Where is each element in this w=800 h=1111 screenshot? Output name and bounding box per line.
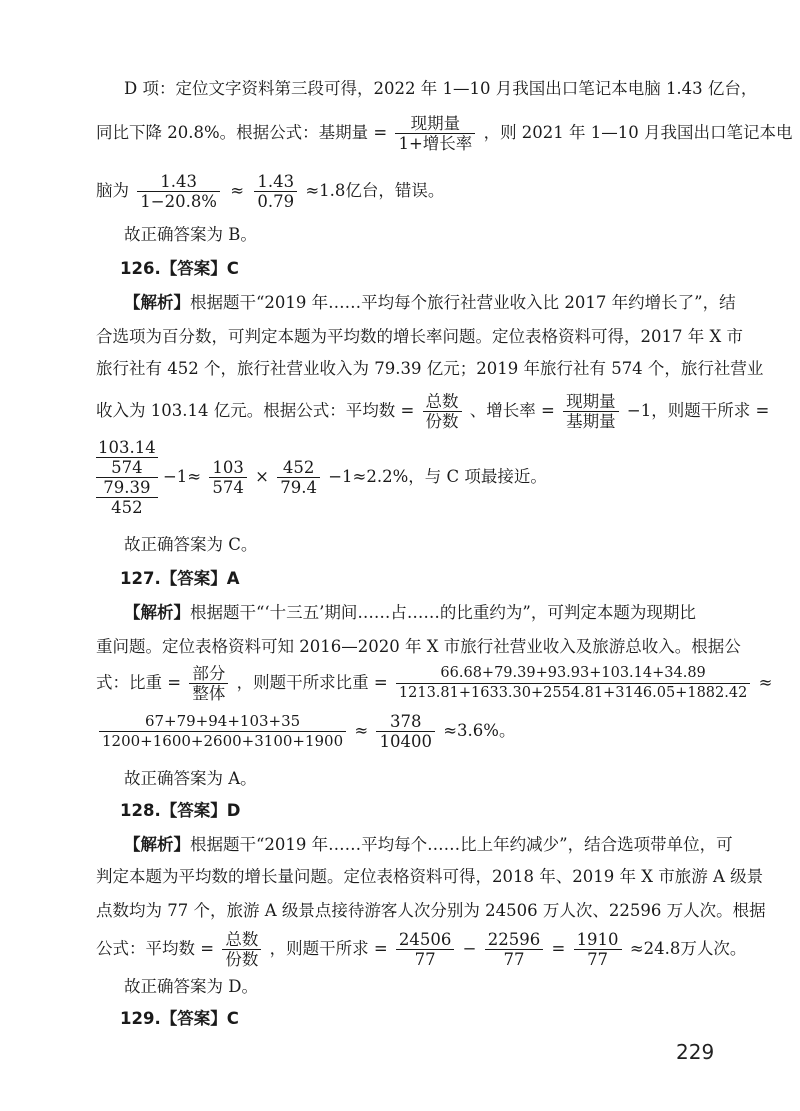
q127-header: 127.【答案】A [120, 569, 240, 588]
d-option-line-2 [96, 114, 793, 153]
q129-header: 129.【答案】C [120, 1009, 239, 1028]
text: ，则题干所求比重 = [236, 673, 388, 692]
q128-line-2: 判定本题为平均数的增长量问题。定位表格资料可得，2018 年、2019 年 X 市旅游 A 级景 [96, 867, 764, 886]
text: ，则 2021 年 1—10 月我国出口笔记本电 [483, 123, 793, 142]
analysis-tag: 【解析】 [124, 293, 190, 312]
operator: ≈ [354, 721, 369, 740]
text: 、增长率 = [469, 401, 555, 420]
analysis-tag: 【解析】 [124, 603, 190, 622]
text: ≈24.8万人次。 [629, 939, 747, 958]
text: 同比下降 20.8%。根据公式：基期量 = [96, 123, 388, 142]
numerator: 总数 [425, 392, 459, 411]
numerator: 67+79+94+103+35 [144, 712, 301, 730]
numerator: 1.43 [160, 172, 197, 191]
q126-line-1 [124, 292, 736, 314]
fraction-sum [396, 664, 750, 703]
fraction-2 [254, 172, 297, 211]
text: −1≈2.2%，与 C 项最接近。 [328, 467, 547, 486]
fraction-result [376, 712, 435, 751]
q128-line-4 [96, 930, 746, 969]
text: 根据题干“‘十三五’期间……占……的比重约为”，可判定本题为现期比 [190, 603, 696, 622]
operator: = [551, 939, 566, 958]
numerator: 1910 [576, 930, 619, 949]
text: 脑为 [96, 181, 129, 200]
fraction-diff [574, 930, 622, 969]
denominator: 77 [485, 949, 544, 969]
operator: ≈ [230, 181, 245, 200]
q127-line-2: 重问题。定位表格资料可知 2016—2020 年 X 市旅行社营业收入及旅游总收入。根据公 [96, 637, 741, 656]
page-number: 229 [676, 1040, 715, 1064]
d-option-line-1: D 项：定位文字资料第三段可得，2022 年 1—10 月我国出口笔记本电脑 1.43 亿台， [124, 79, 758, 98]
nested-top-numerator: 103.14 [98, 438, 156, 457]
q126-conclusion: 故正确答案为 C。 [124, 535, 258, 554]
numerator: 总数 [225, 930, 259, 949]
q126-line-3: 旅行社有 452 个，旅行社营业收入为 79.39 亿元；2019 年旅行社有 574 个，旅行社营业 [96, 359, 764, 378]
text: ，则题干所求 = [269, 939, 388, 958]
numerator: 部分 [192, 664, 226, 683]
numerator: 452 [282, 458, 315, 477]
text: −1，则题干所求 = [626, 401, 770, 420]
denominator: 79.4 [277, 477, 320, 497]
nested-bottom-numerator: 79.39 [103, 478, 151, 497]
fraction-2018 [396, 930, 455, 969]
denominator: 整体 [189, 683, 228, 703]
d-option-line-3 [96, 172, 444, 211]
fraction-average [423, 392, 462, 431]
q126-line-2: 合选项为百分数，可判定本题为平均数的增长率问题。定位表格资料可得，2017 年 X 市 [96, 327, 743, 346]
q127-conclusion: 故正确答案为 A。 [124, 769, 257, 788]
q128-line-1 [124, 834, 733, 856]
numerator: 24506 [398, 930, 452, 949]
text: −1≈ [162, 467, 202, 486]
numerator: 22596 [487, 930, 541, 949]
nested-bottom-denominator: 452 [111, 498, 143, 517]
denominator: 份数 [222, 949, 261, 969]
q127-line-3 [96, 664, 772, 703]
denominator: 0.79 [254, 191, 297, 211]
q128-header: 128.【答案】D [120, 801, 241, 820]
q128-conclusion: 故正确答案为 D。 [124, 977, 258, 996]
q127-line-1 [124, 602, 696, 624]
fraction-d [277, 458, 320, 497]
fraction-growth [563, 392, 619, 431]
denominator: 基期量 [563, 411, 619, 431]
analysis-tag: 【解析】 [124, 835, 190, 854]
q126-line-4 [96, 392, 769, 431]
numerator: 66.68+79.39+93.93+103.14+34.89 [440, 665, 706, 681]
nested-top-denominator: 574 [111, 458, 143, 477]
fraction-base-formula [395, 114, 475, 153]
text: ≈3.6%。 [443, 721, 516, 740]
denominator: 10400 [376, 731, 435, 751]
numerator: 103 [212, 458, 244, 477]
q127-line-4 [96, 712, 515, 751]
operator: − [462, 939, 477, 958]
denominator: 份数 [423, 411, 462, 431]
text: 式：比重 = [96, 673, 182, 692]
text: 根据题干“2019 年……平均每个……比上年约减少”，结合选项带单位，可 [190, 835, 733, 854]
numerator: 现期量 [410, 114, 461, 133]
d-option-conclusion: 故正确答案为 B。 [124, 225, 257, 244]
q126-header: 126.【答案】C [120, 259, 239, 278]
fraction-ratio [189, 664, 228, 703]
numerator: 378 [389, 712, 422, 731]
denominator: 574 [209, 477, 247, 497]
fraction-2019 [485, 930, 544, 969]
operator: × [255, 467, 269, 486]
text: 收入为 103.14 亿元。根据公式：平均数 = [96, 401, 415, 420]
denominator: 1+增长率 [395, 133, 475, 153]
nested-fraction [96, 438, 158, 517]
fraction-average [222, 930, 261, 969]
denominator: 77 [396, 949, 455, 969]
numerator: 1.43 [257, 172, 295, 191]
text: ≈ [758, 673, 773, 692]
q128-line-3: 点数均为 77 个，旅游 A 级景点接待游客人次分别为 24506 万人次、22596 万人次。根据 [96, 901, 766, 920]
q126-calc [96, 438, 547, 517]
fraction-1 [137, 172, 220, 211]
text: ≈1.8亿台，错误。 [305, 181, 445, 200]
numerator: 现期量 [566, 392, 616, 411]
text: 公式：平均数 = [96, 939, 215, 958]
denominator: 77 [574, 949, 622, 969]
text: 根据题干“2019 年……平均每个旅行社营业收入比 2017 年约增长了”，结 [190, 293, 736, 312]
fraction-c [209, 458, 247, 497]
denominator: 1−20.8% [137, 191, 220, 211]
denominator: 1200+1600+2600+3100+1900 [99, 731, 346, 751]
fraction-rounded [99, 712, 346, 751]
denominator: 1213.81+1633.30+2554.81+3146.05+1882.42 [396, 683, 750, 703]
